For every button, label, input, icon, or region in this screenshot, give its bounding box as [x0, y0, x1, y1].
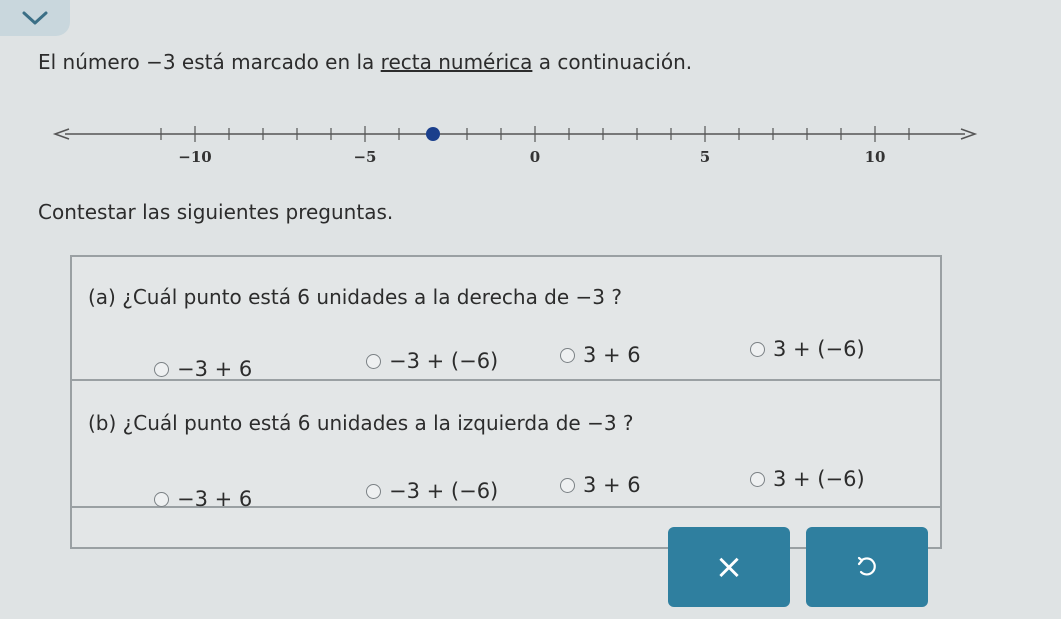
option-a-1[interactable] [154, 357, 252, 381]
option-b-3[interactable] [560, 473, 641, 497]
radio-button[interactable] [750, 342, 765, 357]
number-line-link[interactable]: recta numérica [380, 50, 533, 74]
option-b-2[interactable] [366, 479, 498, 503]
prompt-suffix: a continuación. [532, 50, 693, 74]
option-label: 3 + (−6) [773, 467, 865, 491]
tick-label: −10 [178, 148, 212, 166]
option-label: 3 + (−6) [773, 337, 865, 361]
prompt-number: −3 [146, 50, 176, 74]
option-label: −3 + 6 [177, 357, 253, 381]
question-box [70, 255, 942, 549]
marked-point [426, 127, 440, 141]
undo-button[interactable] [806, 527, 928, 607]
option-a-2[interactable] [366, 349, 498, 373]
option-a-3[interactable] [560, 343, 641, 367]
radio-button[interactable] [366, 354, 381, 369]
tick-label: −5 [353, 148, 377, 166]
tick-label: 0 [529, 148, 541, 166]
radio-button[interactable] [560, 348, 575, 363]
instructions: Contestar las siguientes preguntas. [38, 200, 394, 224]
option-b-1[interactable] [154, 487, 252, 511]
chevron-down-icon [20, 9, 50, 27]
radio-button[interactable] [154, 362, 169, 377]
tick-label: 10 [864, 148, 886, 166]
option-label: 3 + 6 [583, 343, 641, 367]
clear-button[interactable] [668, 527, 790, 607]
prompt-prefix: El número [38, 50, 147, 74]
tick-label: 5 [699, 148, 711, 166]
option-label: 3 + 6 [583, 473, 641, 497]
collapse-toggle[interactable] [0, 0, 70, 36]
question-b-text: (b) ¿Cuál punto está 6 unidades a la izquierda de −3 ? [88, 411, 634, 435]
question-a-text: (a) ¿Cuál punto está 6 unidades a la derecha de −3 ? [88, 285, 622, 309]
radio-button[interactable] [750, 472, 765, 487]
undo-icon [856, 556, 878, 578]
option-label: −3 + (−6) [389, 349, 499, 373]
radio-button[interactable] [154, 492, 169, 507]
number-line-graphic [40, 112, 980, 172]
option-label: −3 + (−6) [389, 479, 499, 503]
question-b [72, 381, 940, 511]
option-a-4[interactable] [750, 337, 865, 361]
radio-button[interactable] [560, 478, 575, 493]
number-line [40, 112, 980, 176]
option-b-4[interactable] [750, 467, 865, 491]
prompt-middle: está marcado en la [175, 50, 381, 74]
radio-button[interactable] [366, 484, 381, 499]
option-label: −3 + 6 [177, 487, 253, 511]
close-icon: × [714, 547, 744, 587]
problem-statement [38, 50, 692, 74]
question-a [72, 257, 940, 381]
